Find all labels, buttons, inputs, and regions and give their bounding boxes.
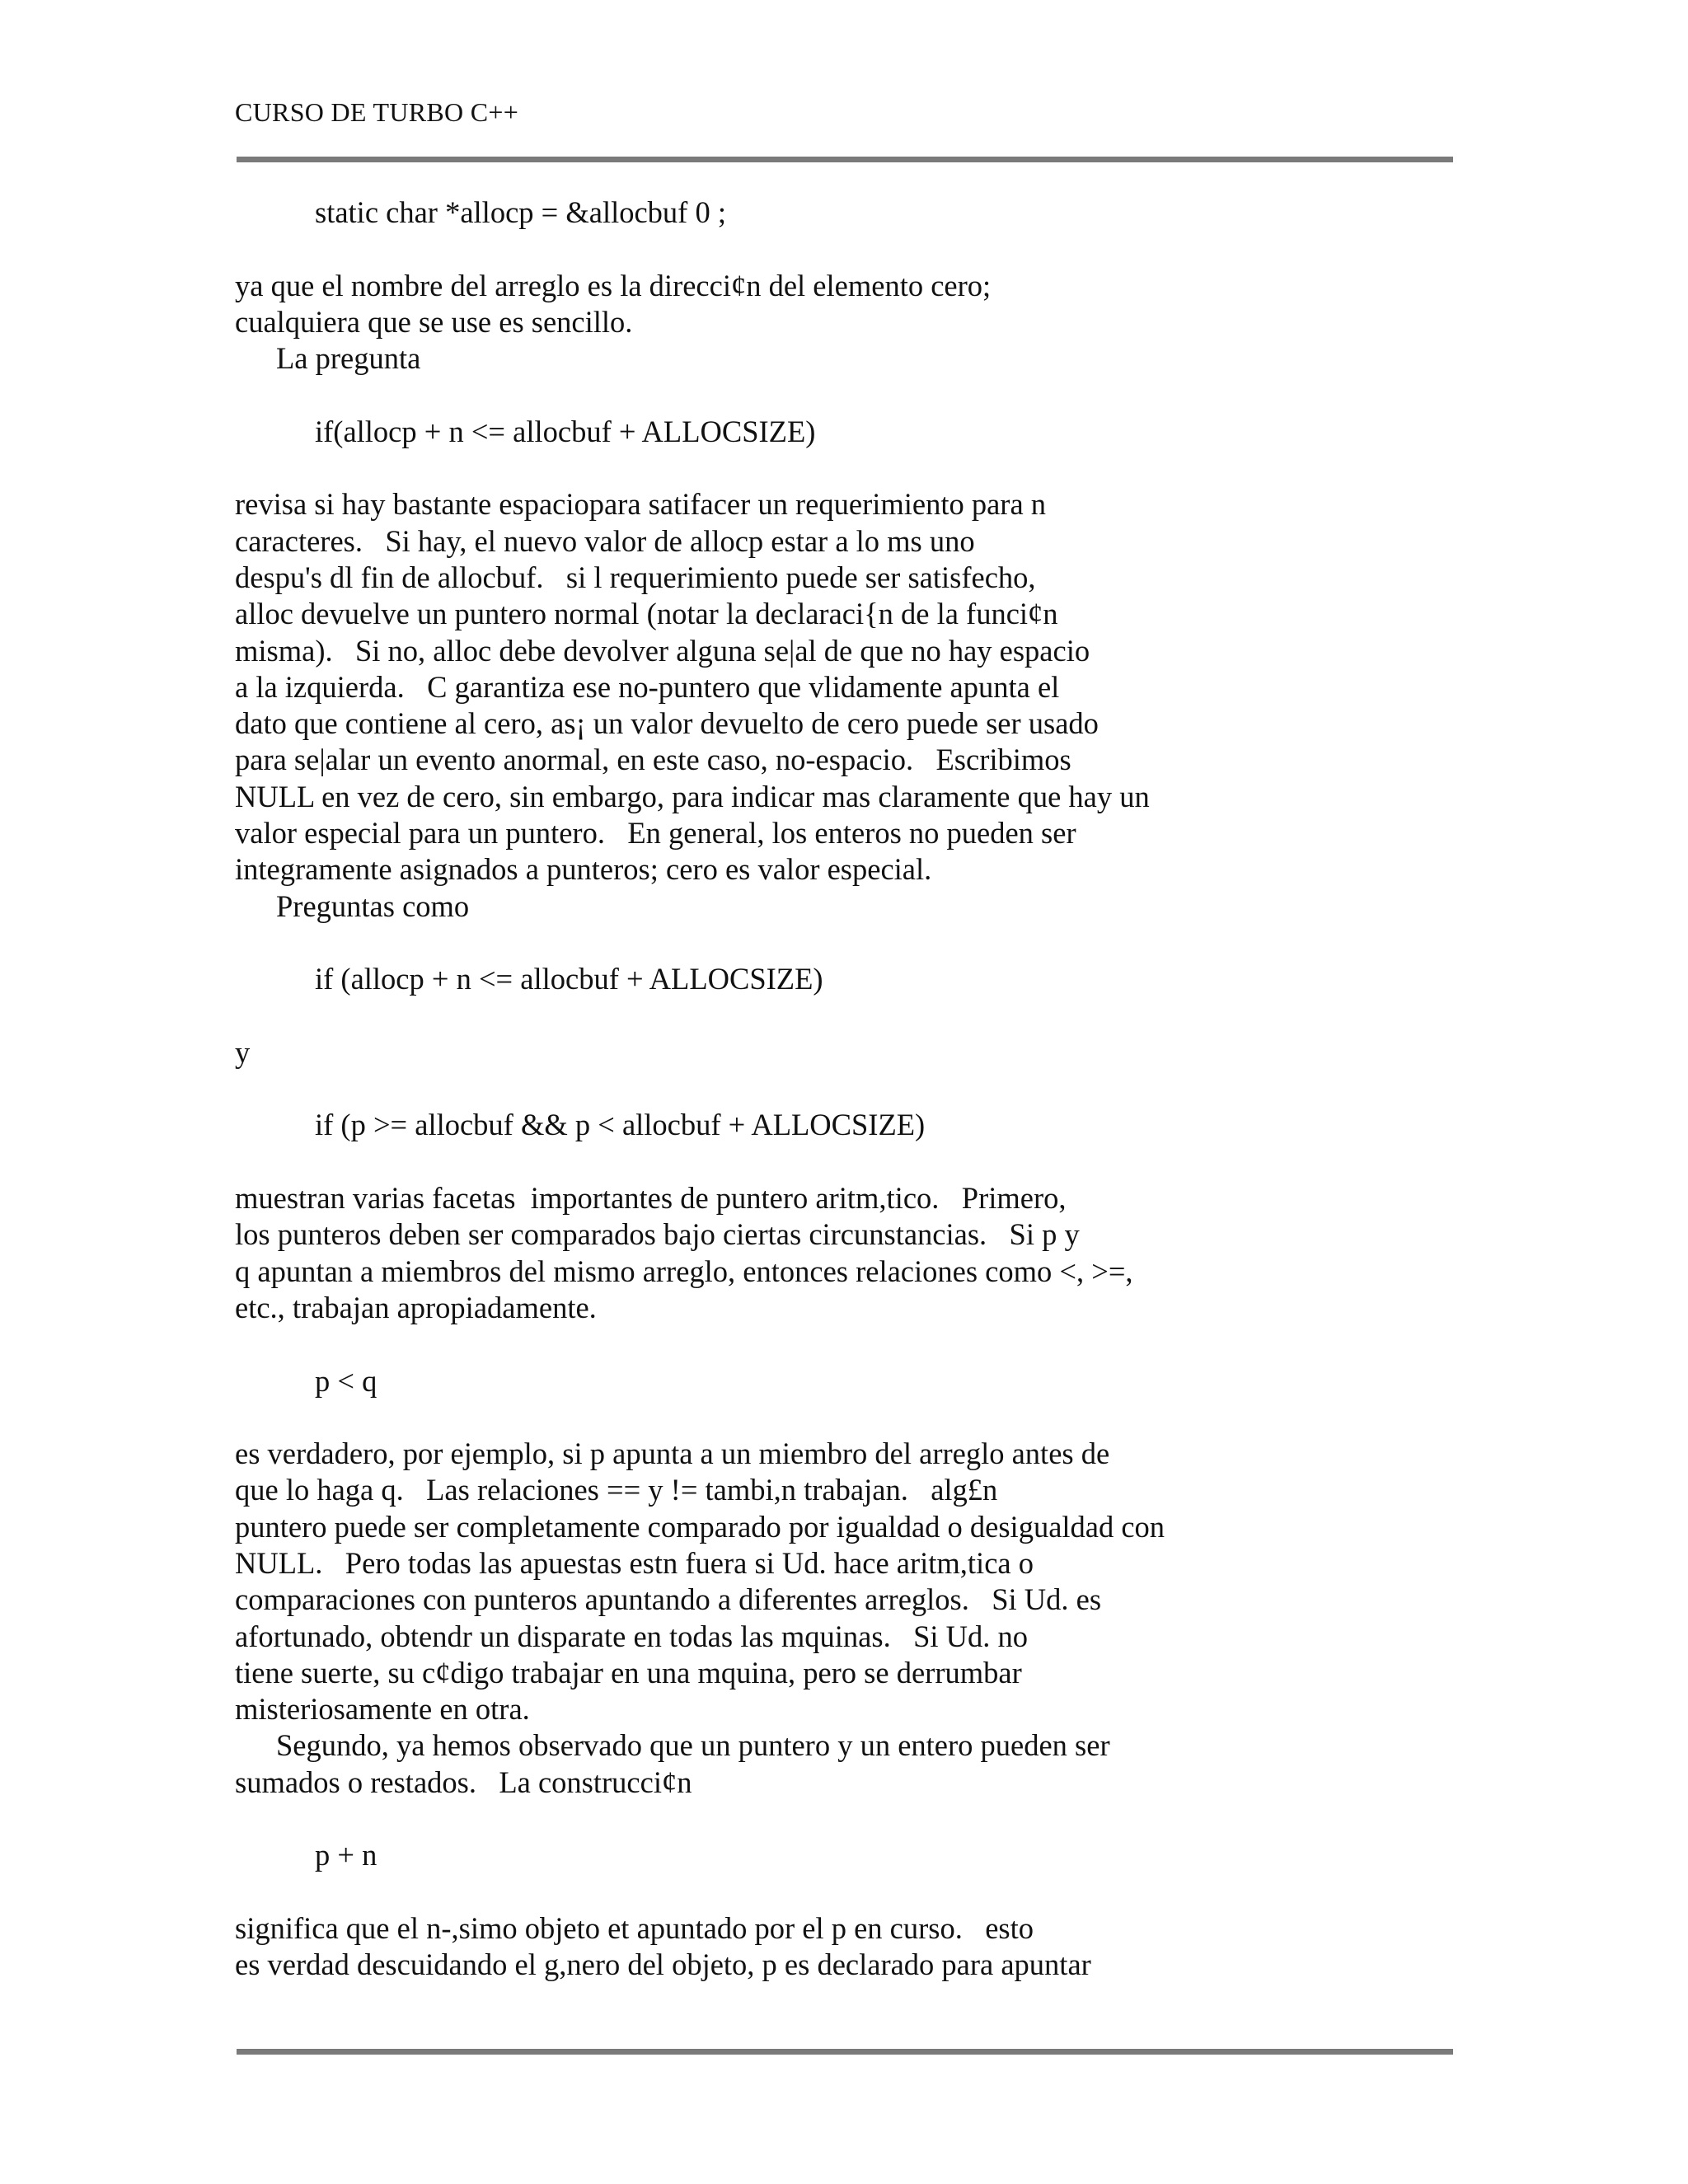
text-line: significa que el n-,simo objeto et apuntado por el p en curso. esto bbox=[235, 1910, 1034, 1945]
text-line: valor especial para un puntero. En general, los enteros no pueden ser bbox=[235, 816, 1076, 851]
blank-line bbox=[235, 377, 1455, 413]
text-line: q apuntan a miembros del mismo arreglo, entonces relaciones como <, >=, bbox=[235, 1254, 1133, 1288]
text-line: para se|alar un evento anormal, en este caso, no-espacio. Escribimos bbox=[235, 743, 1071, 777]
text-line: tiene suerte, su c¢digo trabajar en una mquina, pero se derrumbar bbox=[235, 1655, 1022, 1690]
text-line: misteriosamente en otra. bbox=[235, 1692, 530, 1727]
blank-line bbox=[235, 1399, 1455, 1436]
code-line: if (allocp + n <= allocbuf + ALLOCSIZE) bbox=[315, 962, 823, 996]
text-line: afortunado, obtendr un disparate en todas las mquinas. Si Ud. no bbox=[235, 1619, 1028, 1653]
text-line: es verdad descuidando el g,nero del objeto, p es declarado para apuntar bbox=[235, 1947, 1091, 1982]
blank-line bbox=[235, 998, 1455, 1034]
text-line: cualquiera que se use es sencillo. bbox=[235, 304, 633, 339]
header-rule bbox=[237, 157, 1453, 162]
text-line: La pregunta bbox=[276, 341, 421, 376]
text-line: comparaciones con punteros apuntando a diferentes arreglos. Si Ud. es bbox=[235, 1582, 1102, 1617]
text-line: los punteros deben ser comparados bajo ciertas circunstancias. Si p y bbox=[235, 1217, 1080, 1252]
footer-rule bbox=[237, 2049, 1453, 2055]
text-line: sumados o restados. La construcci¢n bbox=[235, 1765, 692, 1799]
text-line: puntero puede ser completamente comparado por igualdad o desigualdad con bbox=[235, 1509, 1165, 1544]
blank-line bbox=[235, 925, 1455, 961]
blank-line bbox=[235, 1071, 1455, 1107]
text-line: Preguntas como bbox=[276, 888, 470, 923]
blank-line bbox=[235, 231, 1455, 267]
text-line: que lo haga q. Las relaciones == y != tambi,n trabajan. alg£n bbox=[235, 1473, 998, 1507]
document-body bbox=[235, 194, 1455, 1984]
code-line: static char *allocp = &allocbuf 0 ; bbox=[315, 195, 726, 229]
text-line: es verdadero, por ejemplo, si p apunta a un miembro del arreglo antes de bbox=[235, 1436, 1110, 1471]
blank-line bbox=[235, 1874, 1455, 1910]
code-line: p < q bbox=[315, 1363, 377, 1398]
text-line: etc., trabajan apropiadamente. bbox=[235, 1290, 597, 1324]
text-line: caracteres. Si hay, el nuevo valor de allocp estar a lo ms uno bbox=[235, 523, 975, 558]
blank-line bbox=[235, 450, 1455, 486]
code-line: p + n bbox=[315, 1838, 377, 1872]
text-line: NULL en vez de cero, sin embargo, para indicar mas claramente que hay un bbox=[235, 779, 1150, 813]
text-line: dato que contiene al cero, as¡ un valor devuelto de cero puede ser usado bbox=[235, 706, 1099, 741]
code-line: if(allocp + n <= allocbuf + ALLOCSIZE) bbox=[315, 414, 816, 448]
blank-line bbox=[235, 1144, 1455, 1180]
text-line: y bbox=[235, 1034, 251, 1069]
text-line: alloc devuelve un puntero normal (notar la declaraci{n de la funci¢n bbox=[235, 597, 1058, 631]
text-line: misma). Si no, alloc debe devolver alguna se|al de que no hay espacio bbox=[235, 633, 1090, 668]
blank-line bbox=[235, 1326, 1455, 1362]
text-line: despu's dl fin de allocbuf. si l requerimiento puede ser satisfecho, bbox=[235, 560, 1036, 594]
text-line: a la izquierda. C garantiza ese no-puntero que vlidamente apunta el bbox=[235, 669, 1060, 704]
text-line: revisa si hay bastante espaciopara satifacer un requerimiento para n bbox=[235, 487, 1047, 522]
code-line: if (p >= allocbuf && p < allocbuf + ALLOCSIZE) bbox=[315, 1108, 926, 1142]
text-line: ya que el nombre del arreglo es la direcci¢n del elemento cero; bbox=[235, 268, 992, 302]
text-line: muestran varias facetas importantes de puntero aritm,tico. Primero, bbox=[235, 1181, 1067, 1216]
text-line: NULL. Pero todas las apuestas estn fuera si Ud. hace aritm,tica o bbox=[235, 1545, 1034, 1580]
page-header: CURSO DE TURBO C++ bbox=[235, 97, 519, 127]
text-line: integramente asignados a punteros; cero es valor especial. bbox=[235, 852, 932, 887]
blank-line bbox=[235, 1801, 1455, 1837]
text-line: Segundo, ya hemos observado que un puntero y un entero pueden ser bbox=[276, 1728, 1110, 1763]
